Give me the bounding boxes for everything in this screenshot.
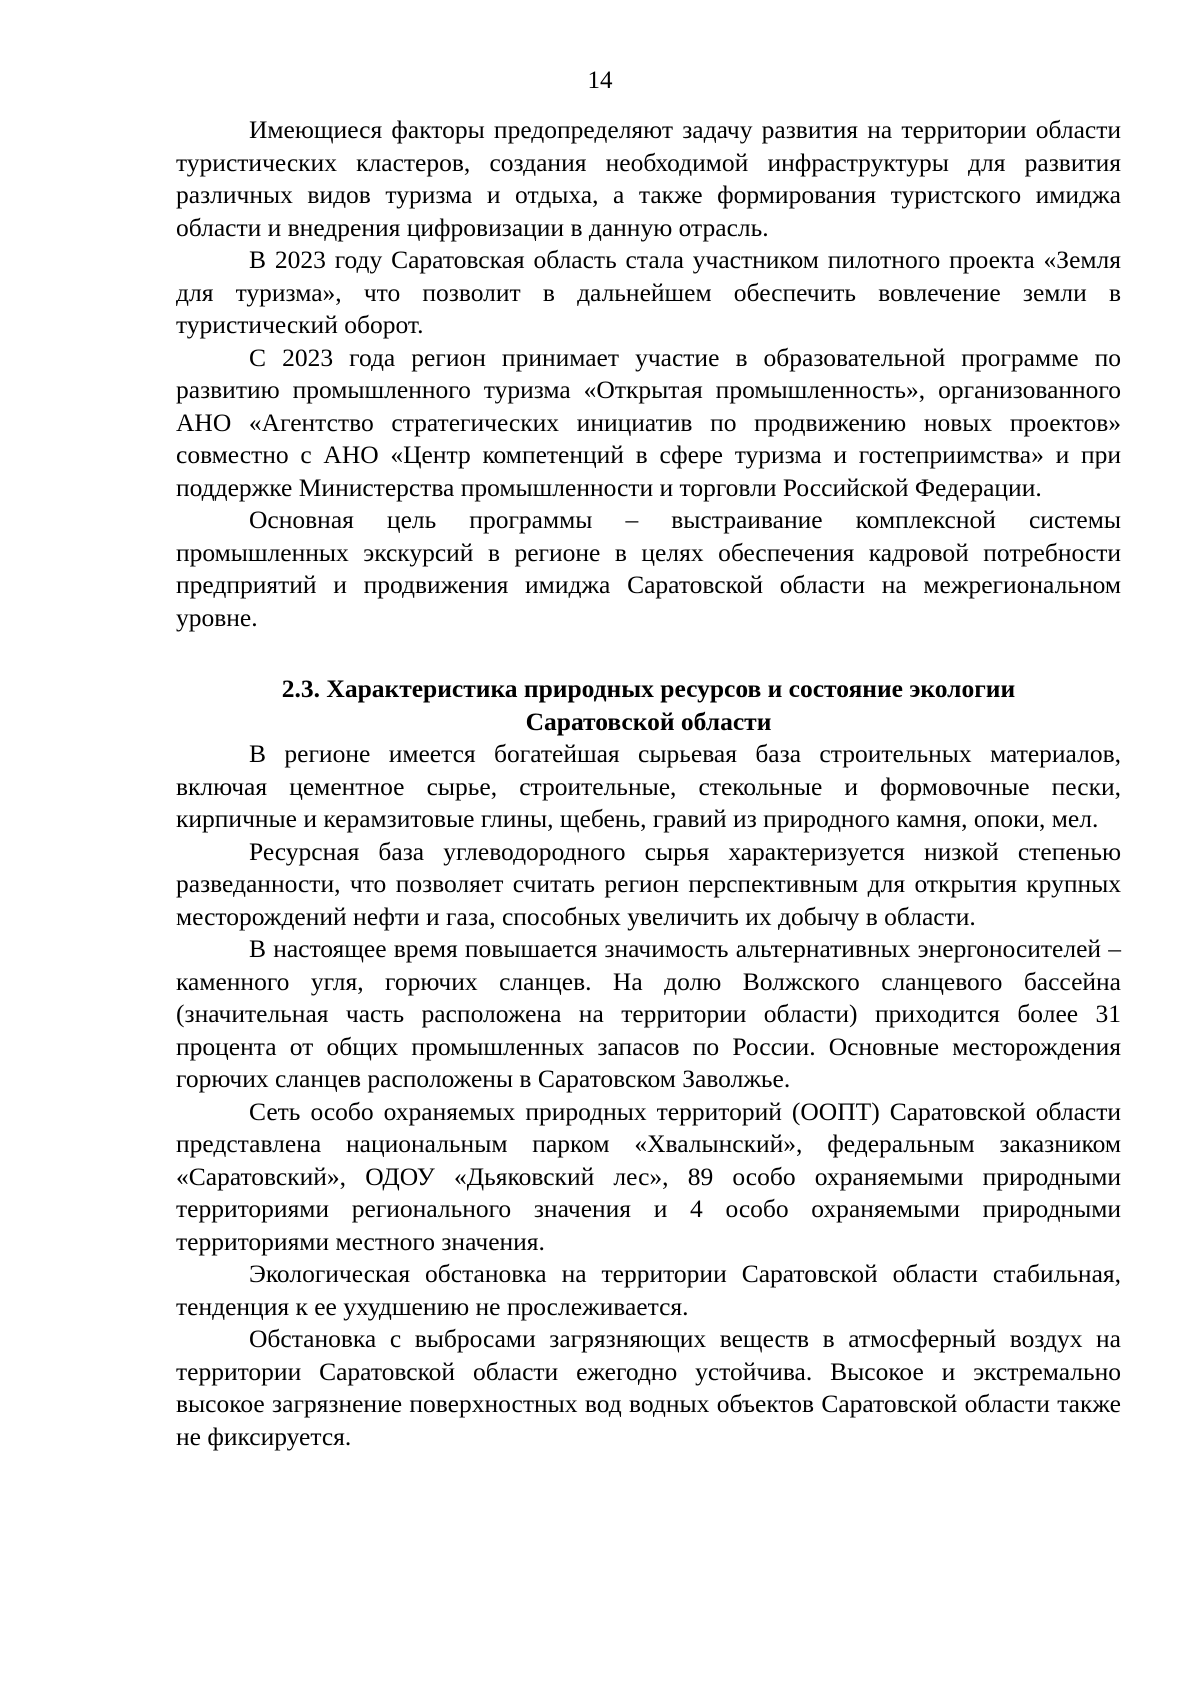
paragraph-hydrocarbons: Ресурсная база углеводородного сырья характеризуется низкой степенью разведанности, что позволяет считать регион перспективным для открытия крупных месторождений нефти и газа, способных увеличить их добычу в области.: [176, 836, 1121, 931]
section-heading-line-1: 2.3. Характеристика природных ресурсов и состояние экологии: [281, 674, 1016, 703]
paragraph-protected-areas: Сеть особо охраняемых природных территорий (ООПТ) Саратовской области представлена национальным парком «Хвалынский», федеральным заказником «Саратовский», ОДОУ «Дьяковский лес», 89 особо охраняемыми природными территориями регионального значения и 4 особо охраняемыми природными территориями местного значения.: [176, 1096, 1121, 1256]
paragraph-alternative-energy: В настоящее время повышается значимость альтернативных энергоносителей – каменного угля, горючих сланцев. На долю Волжского сланцевого бассейна (значительная часть расположена на территории области) приходится более 31 процента от общих промышленных запасов по России. Основные месторождения горючих сланцев расположены в Саратовском Заволжье.: [176, 934, 1121, 1093]
paragraph-tourism-clusters: Имеющиеся факторы предопределяют задачу развития на территории области туристических кластеров, создания необходимой инфраструктуры для развития различных видов туризма и отдыха, а также формирования туристского имиджа области и внедрения цифровизации в данную отрасль.: [176, 115, 1121, 242]
paragraph-ecology-stable: Экологическая обстановка на территории Саратовской области стабильная, тенденция к ее ухудшению не прослеживается.: [176, 1259, 1121, 1321]
paragraph-program-goal: Основная цель программы – выстраивание комплексной системы промышленных экскурсий в регионе в целях обеспечения кадровой потребности предприятий и продвижения имиджа Саратовской области на межрегиональном уровне.: [176, 505, 1121, 632]
paragraph-industrial-tourism: С 2023 года регион принимает участие в образовательной программе по развитию промышленного туризма «Открытая промышленность», организованного АНО «Агентство стратегических инициатив по продвижению новых проектов» совместно с АНО «Центр компетенций в сфере туризма и гостеприимства» и при поддержке Министерства промышленности и торговли Российской Федерации.: [176, 342, 1121, 502]
page-content: [176, 114, 1121, 1453]
paragraph-land-for-tourism: В 2023 году Саратовская область стала участником пилотного проекта «Земля для туризма», что позволит в дальнейшем обеспечить вовлечение земли в туристический оборот.: [176, 245, 1121, 339]
paragraph-emissions: Обстановка с выбросами загрязняющих веществ в атмосферный воздух на территории Саратовской области ежегодно устойчива. Высокое и экстремально высокое загрязнение поверхностных вод водных объектов Саратовской области также не фиксируется.: [176, 1324, 1121, 1451]
section-heading-line-2: Саратовской области: [525, 706, 772, 736]
section-heading: [176, 673, 1121, 738]
page-number: 14: [587, 67, 613, 94]
paragraph-raw-materials: В регионе имеется богатейшая сырьевая база строительных материалов, включая цементное сырье, строительные, стекольные и формовочные пески, кирпичные и керамзитовые глины, щебень, гравий из природного камня, опоки, мел.: [176, 739, 1121, 833]
